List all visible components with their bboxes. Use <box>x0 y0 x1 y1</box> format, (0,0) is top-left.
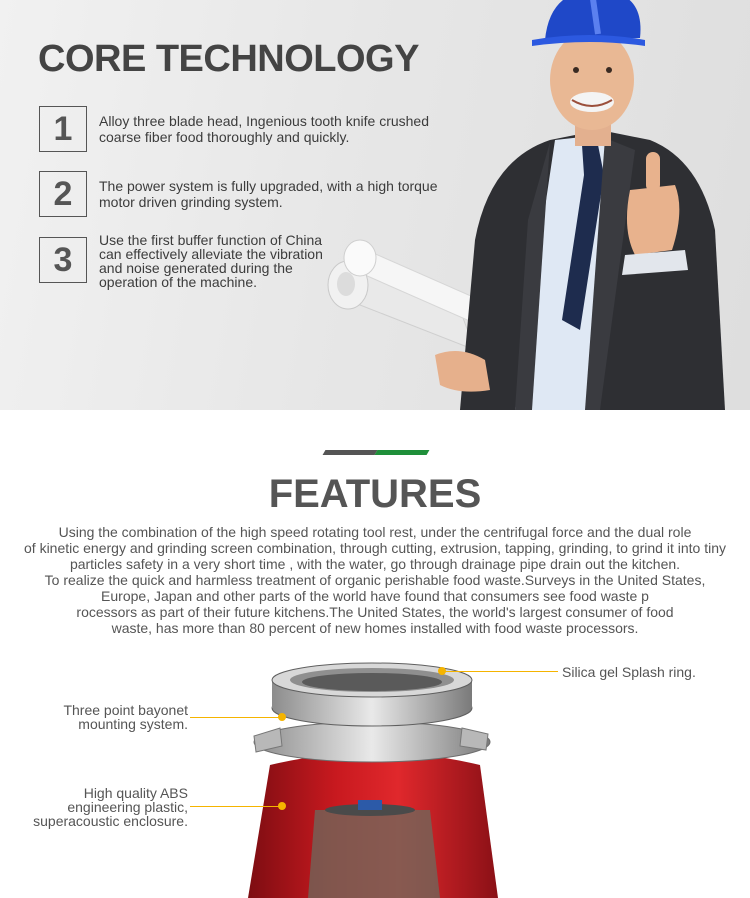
bayonet-label-line: Three point bayonet <box>63 702 188 718</box>
item-number-1: 1 <box>39 106 87 152</box>
item-3-line: Use the first buffer function of China <box>99 232 323 248</box>
item-2-line: The power system is fully upgraded, with a high torque <box>99 178 438 194</box>
core-technology-title: CORE TECHNOLOGY <box>38 38 419 80</box>
description-line: waste, has more than 80 percent of new homes installed with food waste processors. <box>111 620 639 636</box>
item-3-line: operation of the machine. <box>99 274 257 290</box>
core-technology-section <box>0 0 750 410</box>
item-3-line: and noise generated during the <box>99 260 293 276</box>
splash-ring-line <box>444 671 558 672</box>
engineer-image <box>300 0 750 410</box>
description-line: rocessors as part of their future kitchens.The United States, the world's largest consumer of food <box>76 604 674 620</box>
description-line: Using the combination of the high speed rotating tool rest, under the centrifugal force and the dual role <box>58 524 692 540</box>
item-number-3: 3 <box>39 237 87 283</box>
abs-label-line: High quality ABS <box>83 785 188 801</box>
abs-dot <box>278 802 286 810</box>
bayonet-label <box>40 703 188 731</box>
bayonet-line <box>190 717 280 718</box>
item-2-line: motor driven grinding system. <box>99 194 283 210</box>
bayonet-label-line: mounting system. <box>78 716 188 732</box>
abs-label-line: superacoustic enclosure. <box>33 813 188 829</box>
abs-label <box>10 786 188 828</box>
item-3-line: can effectively alleviate the vibration <box>99 246 323 262</box>
item-text-3 <box>99 233 323 289</box>
blueprint-rolls-icon <box>328 240 490 350</box>
item-1-line: coarse fiber food thoroughly and quickly. <box>99 129 350 145</box>
description-line: To realize the quick and harmless treatment of organic perishable food waste.Surveys in the United States, <box>44 572 706 588</box>
description-line: particles safety in a very short time , with the water, go through drainage pipe drain out the kitchen. <box>69 556 681 572</box>
item-number-2: 2 <box>39 171 87 217</box>
section-divider <box>324 450 428 455</box>
item-1-line: Alloy three blade head, Ingenious tooth knife crushed <box>99 113 430 129</box>
description-line: of kinetic energy and grinding screen combination, through cutting, extrusion, tapping, grinding, to grind it into tiny <box>24 540 726 556</box>
features-description <box>20 524 730 636</box>
splash-ring-dot <box>438 667 446 675</box>
description-line: Europe, Japan and other parts of the world have found that consumers see food waste p <box>101 588 649 604</box>
bayonet-dot <box>278 713 286 721</box>
splash-ring-label: Silica gel Splash ring. <box>562 664 696 680</box>
features-title: FEATURES <box>268 472 482 516</box>
food-waste-disposer-image <box>240 650 510 898</box>
abs-line <box>190 806 280 807</box>
abs-label-line: engineering plastic, <box>67 799 188 815</box>
